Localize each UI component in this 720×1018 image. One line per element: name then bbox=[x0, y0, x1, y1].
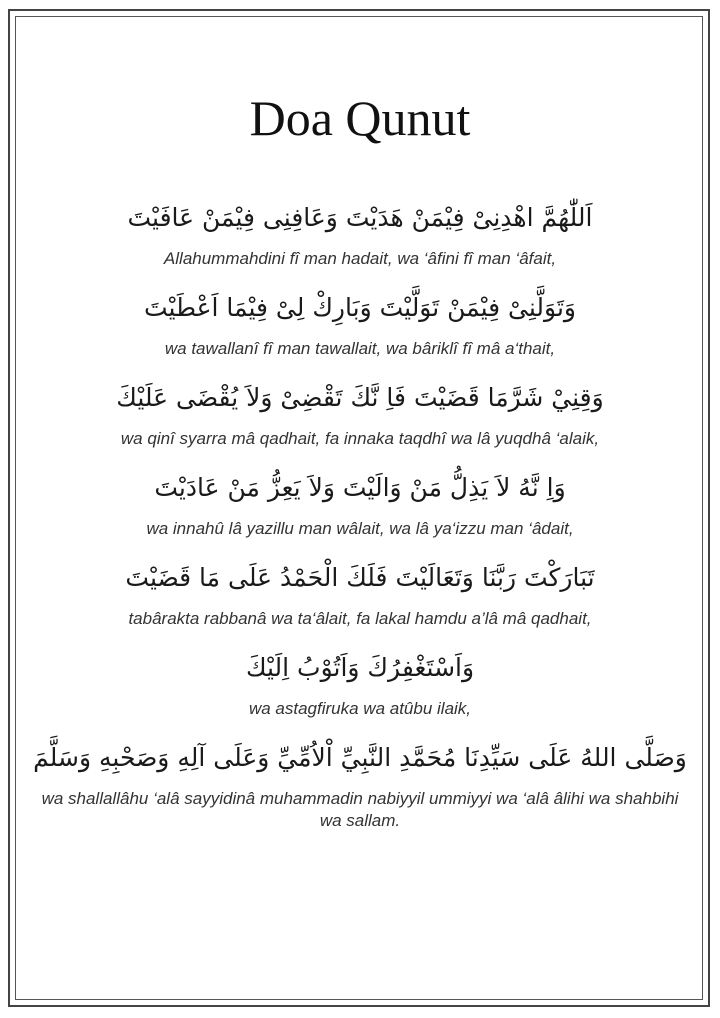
verse-transliteration: wa qinî syarra mâ qadhait, fa innaka taqdhî wa lâ yuqdhâ ‘alaik, bbox=[120, 429, 600, 448]
verse-arabic: وَتَوَلَّنِىْ فِيْمَنْ تَوَلَّيْتَ وَبَارِكْ لِىْ فِيْمَا اَعْطَيْتَ bbox=[144, 293, 576, 322]
verse-5 bbox=[30, 556, 690, 630]
verse-transliteration: wa shallallâhu ‘alâ sayyidinâ muhammadin nabiyyil ummiyyi wa ‘alâ âlihi wa shahbihi wa sallam. bbox=[41, 789, 679, 830]
verse-transliteration: tabârakta rabbanâ wa ta‘âlait, fa lakal hamdu a’lâ mâ qadhait, bbox=[128, 609, 592, 628]
verse-arabic: وَقِنِيْ شَرَّمَا قَضَيْتَ فَاِ نَّكَ تَقْضِىْ وَلاَ يُقْضَى عَلَيْكَ bbox=[116, 383, 604, 412]
verse-4 bbox=[30, 466, 690, 540]
verse-3 bbox=[30, 376, 690, 450]
page-title: Doa Qunut bbox=[249, 90, 471, 146]
verse-1 bbox=[30, 196, 690, 270]
verse-arabic: تَبَارَكْتَ رَبَّنَا وَتَعَالَيْتَ فَلَكَ الْحَمْدُ عَلَى مَا قَضَيْتَ bbox=[125, 563, 595, 592]
verse-transliteration: wa tawallanî fî man tawallait, wa bâriklî fî mâ a‘thait, bbox=[164, 339, 556, 358]
verse-transliteration: wa innahû lâ yazillu man wâlait, wa lâ ya‘izzu man ‘âdait, bbox=[146, 519, 574, 538]
verse-7 bbox=[30, 736, 690, 832]
verse-6 bbox=[30, 646, 690, 720]
verse-2 bbox=[30, 286, 690, 360]
verse-list bbox=[30, 196, 690, 848]
verse-arabic: اَللّٰهُمَّ اهْدِنِىْ فِيْمَنْ هَدَيْتَ وَعَافِنِى فِيْمَنْ عَافَيْتَ bbox=[127, 203, 593, 232]
verse-arabic: وَاَسْتَغْفِرُكَ وَاَتُوْبُ اِلَيْكَ bbox=[245, 653, 475, 682]
verse-arabic: وَاِ نَّهُ لاَ يَذِلُّ مَنْ وَالَيْتَ وَلاَ يَعِزُّ مَنْ عَادَيْتَ bbox=[154, 473, 566, 502]
verse-arabic: وَصَلَّى اللهُ عَلَى سَيِّدِنَا مُحَمَّدِ النَّبِيِّ اْلاُمِّيِّ وَعَلَى آلِهِ وَصَحْبِهِ وَسَلَّمَ bbox=[33, 743, 687, 772]
verse-transliteration: wa astagfiruka wa atûbu ilaik, bbox=[248, 699, 472, 718]
verse-transliteration: Allahummahdini fî man hadait, wa ‘âfini fî man ‘âfait, bbox=[163, 249, 557, 268]
